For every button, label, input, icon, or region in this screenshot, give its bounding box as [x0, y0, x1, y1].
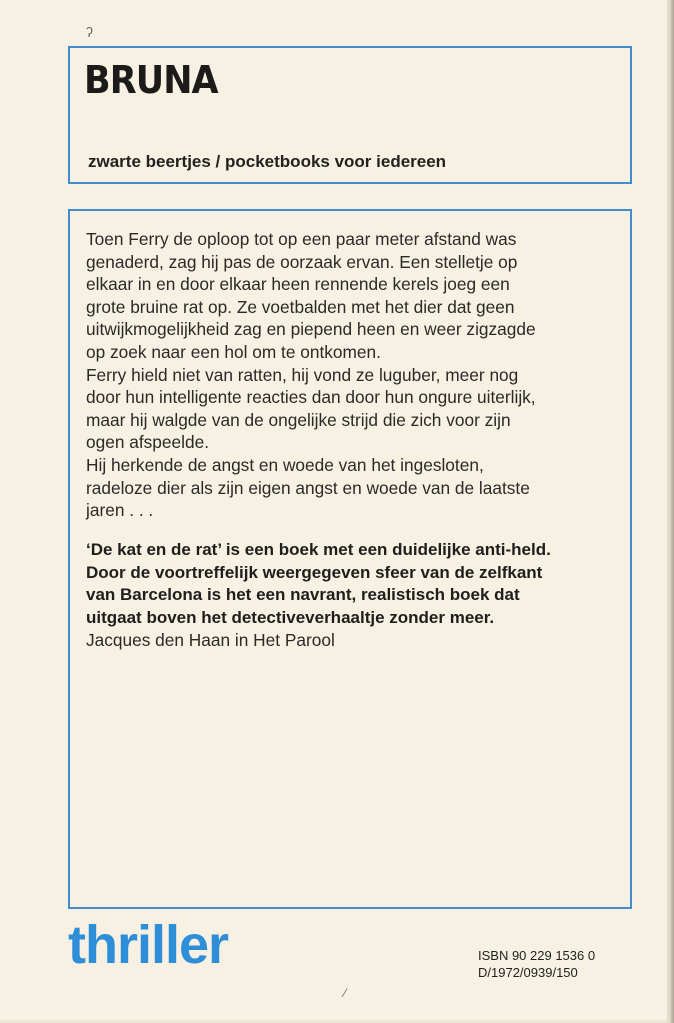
genre-label: thriller: [68, 915, 229, 975]
publisher-header-box: [68, 46, 632, 184]
isbn-block: ISBN 90 229 1536 0 D/1972/0939/150: [478, 948, 596, 980]
pencil-mark: ʔ: [86, 24, 93, 40]
review-quote: ‘De kat en de rat’ is een boek met een duidelijke anti-held. Door de voortreffelijk weergegeven sfeer van de zelfkant van Barcelona is het een navrant, realistisch boek dat uitgaat boven het detectiveverhaaltje zonder meer.: [86, 540, 551, 627]
blurb-excerpt: Toen Ferry de oploop tot op een paar meter afstand was genaderd, zag hij pas de oorzaak ervan. Een stelletje op elkaar in en door elkaar heen rennende kerels joeg een grote bruine rat op. Ze voetbalden met het dier dat geen uitwijkmogelijkheid zag en piepend heen en weer zigzagde op zoek naar een hol om te ontkomen. Ferry hield niet van ratten, hij vond ze luguber, meer nog door hun intelligente reacties dan door hun ongure uiterlijk, maar hij walgde van de ongelijke strijd die zich voor zijn ogen afspeelde. Hij herkende de angst en woede van het ingesloten, radeloze dier als zijn eigen angst en woede van de laatste jaren . . .: [86, 229, 536, 521]
review-attribution: Jacques den Haan in Het Parool: [86, 630, 335, 650]
publisher-logo: BRUNA: [84, 58, 218, 102]
page-edge: [670, 0, 674, 1023]
pencil-mark: ⁄: [344, 986, 347, 1000]
blurb-box: [68, 209, 632, 909]
series-tagline: zwarte beertjes / pocketbooks voor iedereen: [88, 152, 447, 171]
